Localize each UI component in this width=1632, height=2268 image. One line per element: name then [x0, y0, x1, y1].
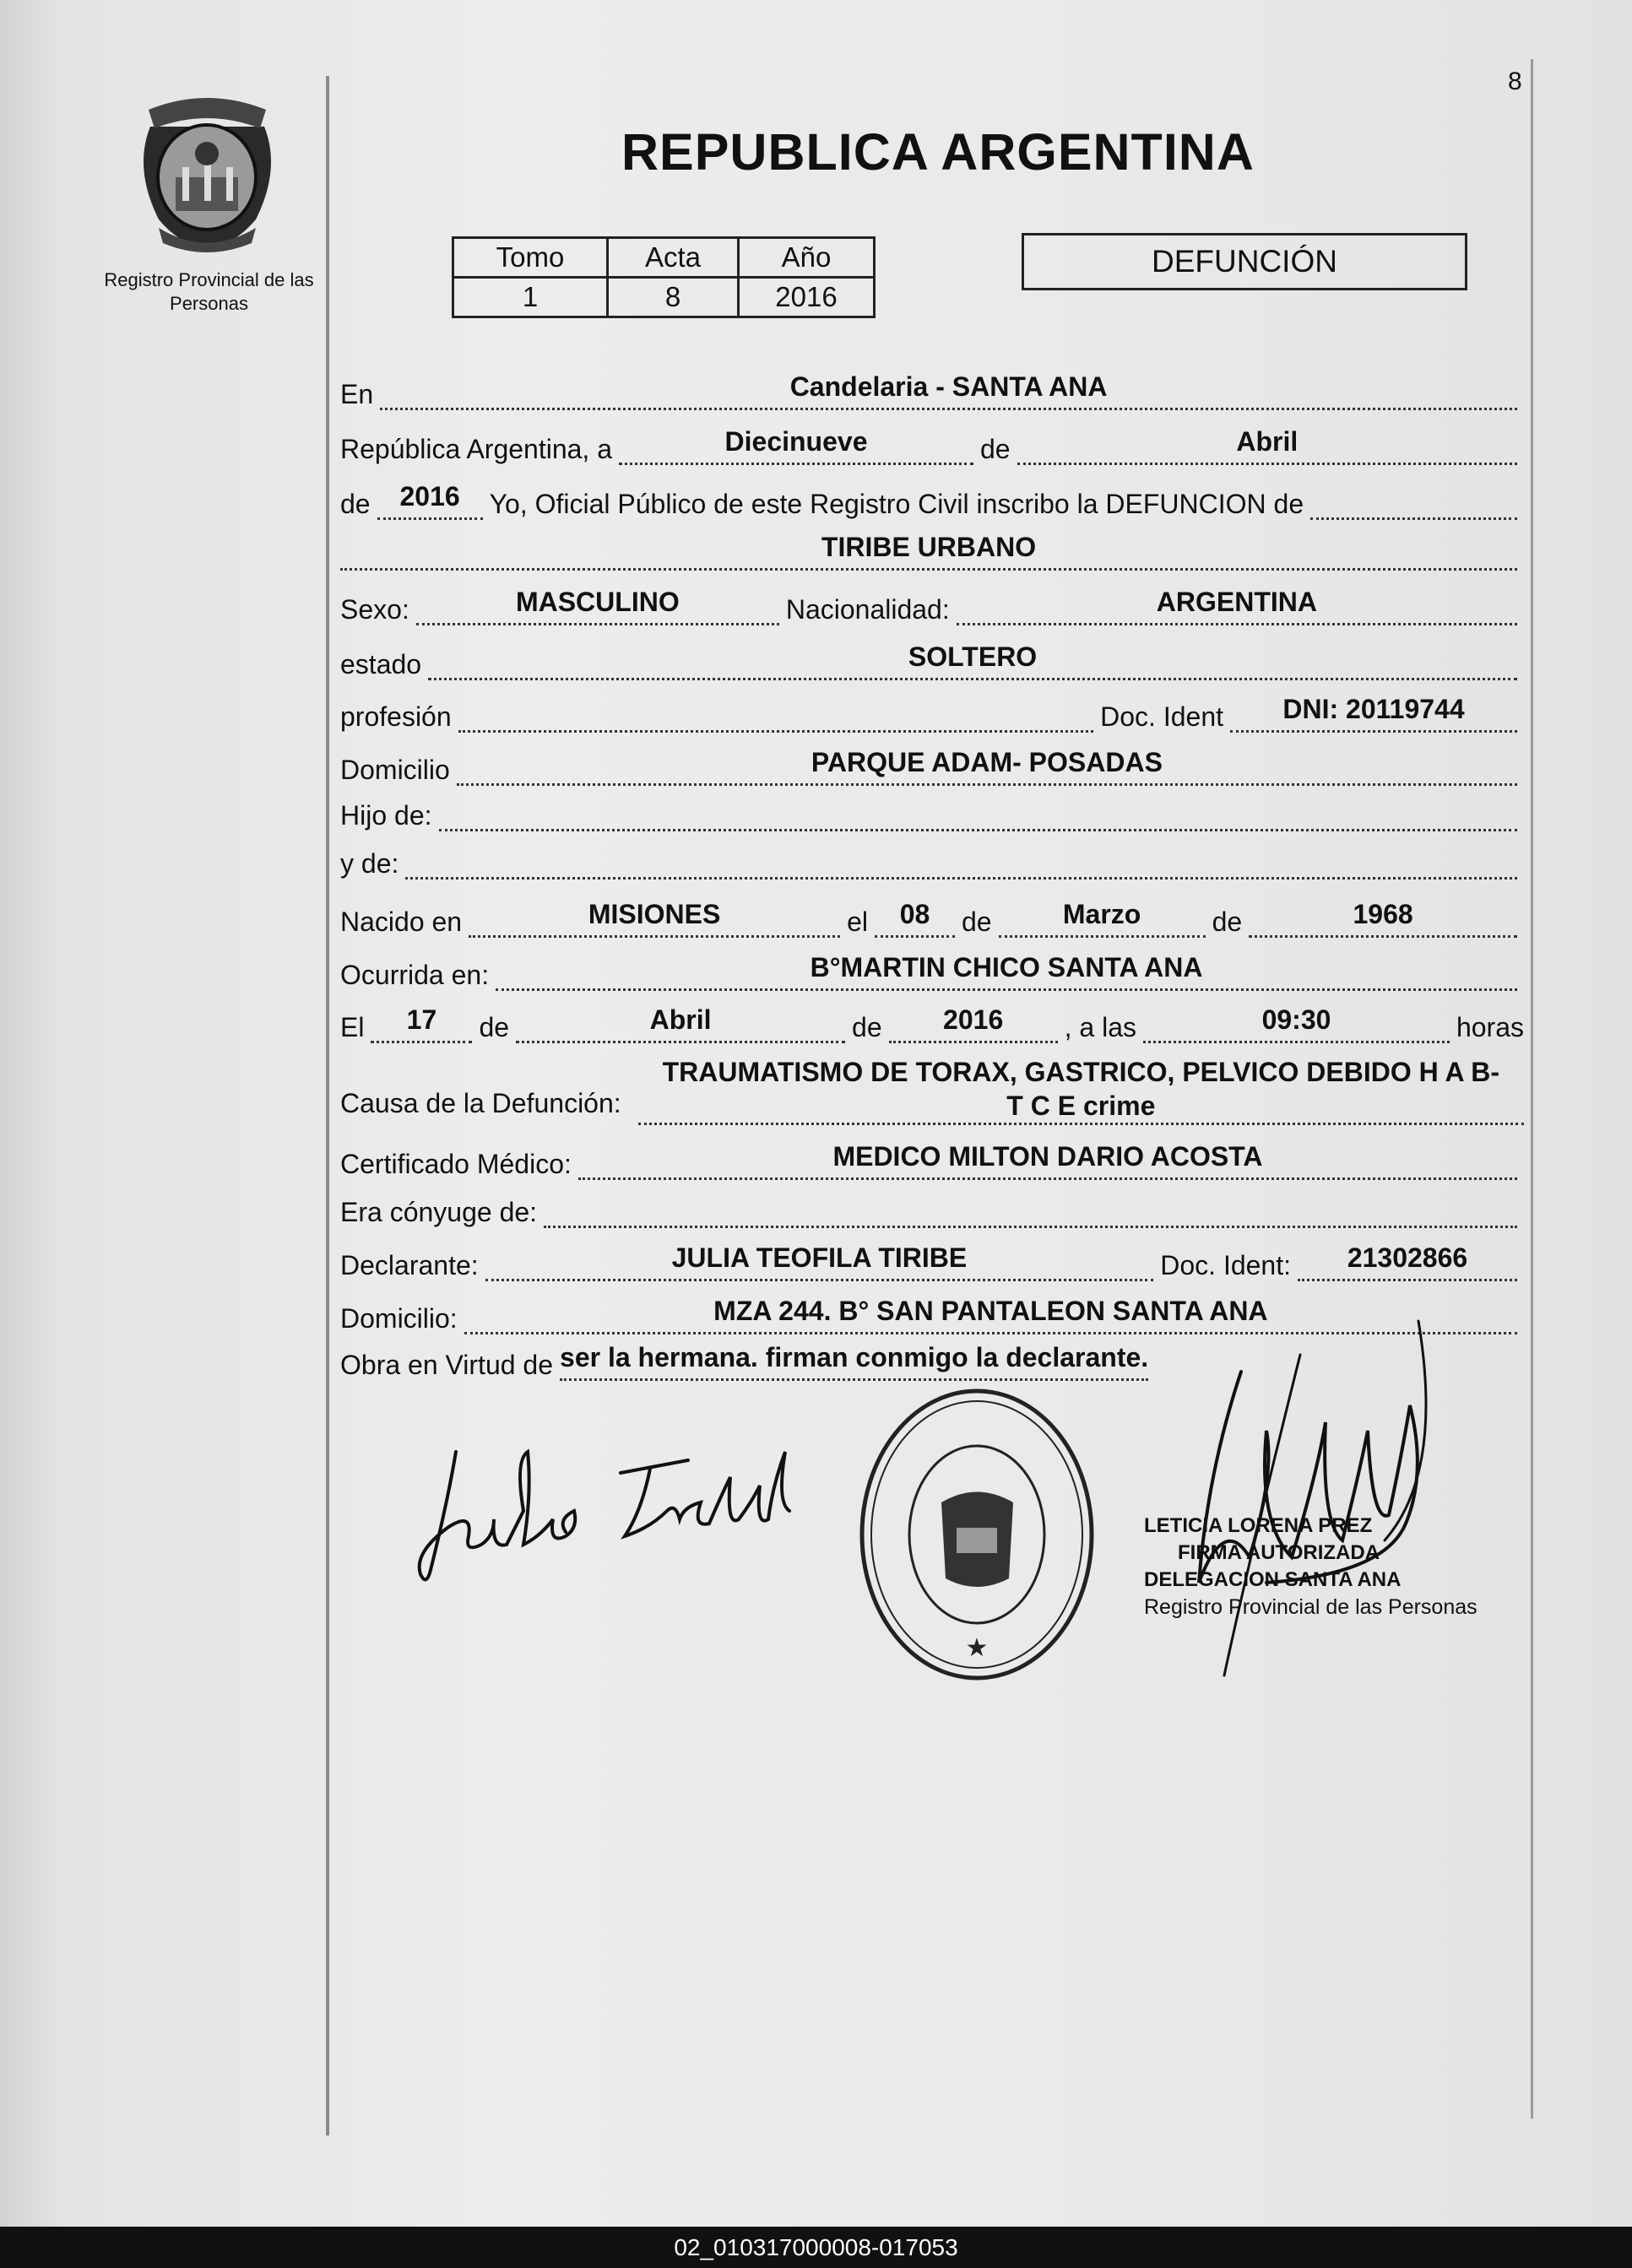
field-def-mes: Abril [516, 1004, 845, 1043]
field-nac-anio: 1968 [1249, 899, 1517, 938]
field-doc: DNI: 20119744 [1230, 694, 1517, 733]
svg-text:★: ★ [965, 1634, 989, 1662]
field-def-dia: 17 [371, 1004, 472, 1043]
label-obra: Obra en Virtud de [340, 1350, 554, 1380]
row-nombre [340, 532, 1524, 571]
field-dia: Diecinueve [619, 426, 973, 465]
declarant-signature [397, 1426, 836, 1595]
label-profesion: profesión [340, 701, 452, 732]
label-estado: estado [340, 649, 422, 679]
row-profesion [340, 694, 1524, 733]
label-hijo-de: Hijo de: [340, 800, 432, 831]
field-causa [638, 1055, 1524, 1125]
reference-table [452, 236, 876, 318]
label-de: de [340, 489, 371, 519]
field-nacido-en: MISIONES [469, 899, 840, 938]
label-en: En [340, 379, 374, 409]
field-mes: Abril [1017, 426, 1517, 465]
field-declarante: JULIA TEOFILA TIRIBE [485, 1242, 1154, 1281]
field-domicilio: PARQUE ADAM- POSADAS [457, 747, 1517, 786]
label-el: el [847, 907, 868, 937]
stamp-line-name: LETICIA LORENA PREZ [1144, 1514, 1373, 1537]
field-obra: ser la hermana. firman conmigo la declarante. [560, 1342, 1148, 1381]
label-declarante: Declarante: [340, 1250, 479, 1280]
label-horas: horas [1456, 1012, 1524, 1042]
registry-name: Registro Provincial de las Personas [104, 269, 314, 314]
right-margin-line [1531, 59, 1533, 2119]
field-nac-dia: 08 [875, 899, 955, 938]
label-conyuge: Era cónyuge de: [340, 1197, 538, 1227]
field-causa-line-1: TRAUMATISMO DE TORAX, GASTRICO, PELVICO DEBIDO H A B- [662, 1057, 1500, 1087]
label-de: de [479, 1012, 510, 1042]
field-conyuge [544, 1221, 1517, 1228]
row-estado [340, 641, 1524, 680]
label-y-de: y de: [340, 848, 399, 879]
label-yo-oficial: Yo, Oficial Público de este Registro Civil inscribo la DEFUNCION de [489, 489, 1304, 519]
label-de: de [1212, 907, 1243, 937]
label-a-las: , a las [1064, 1012, 1137, 1042]
field-lugar: Candelaria - SANTA ANA [380, 371, 1517, 410]
row-fecha-defuncion [340, 1004, 1524, 1043]
officer-signature [1174, 1304, 1444, 1684]
field-ocurrida-en: B°MARTIN CHICO SANTA ANA [496, 952, 1517, 991]
label-domicilio: Domicilio [340, 755, 450, 785]
label-nacido-en: Nacido en [340, 907, 463, 937]
row-causa [340, 1055, 1524, 1125]
label-doc-ident: Doc. Ident: [1160, 1250, 1291, 1280]
left-margin-line [326, 76, 329, 2135]
stamp-line-delegacion: DELEGACION SANTA ANA [1144, 1568, 1402, 1591]
stamp-line-firma: FIRMA AUTORIZADA [1178, 1541, 1380, 1564]
row-domicilio [340, 747, 1524, 786]
label-nacionalidad: Nacionalidad: [785, 594, 950, 625]
row-conyuge [340, 1197, 1524, 1228]
page-number: 8 [1508, 68, 1522, 95]
row-y-de [340, 848, 1524, 880]
official-seal-icon [857, 1384, 1098, 1684]
label-de: de [962, 907, 992, 937]
label-domicilio: Domicilio: [340, 1303, 458, 1334]
row-sexo [340, 587, 1524, 625]
field-blank [1310, 512, 1517, 520]
label-certificado: Certificado Médico: [340, 1149, 572, 1179]
row-en [340, 371, 1524, 410]
label-de: de [852, 1012, 882, 1042]
row-declarante [340, 1242, 1524, 1281]
label-republica: República Argentina, a [340, 434, 612, 464]
field-estado: SOLTERO [428, 641, 1517, 680]
record-type-box: DEFUNCIÓN [1022, 233, 1467, 290]
row-anio [340, 481, 1524, 520]
row-hijo-de [340, 800, 1524, 831]
field-nombre: TIRIBE URBANO [340, 532, 1517, 571]
value-tomo: 1 [453, 278, 608, 317]
field-y-de [405, 872, 1517, 880]
field-profesion [458, 725, 1094, 733]
field-declarante-domicilio: MZA 244. B° SAN PANTALEON SANTA ANA [464, 1296, 1517, 1334]
value-anio: 2016 [739, 278, 875, 317]
label-doc-ident: Doc. Ident [1100, 701, 1223, 732]
label-el: El [340, 1012, 365, 1042]
field-nac-mes: Marzo [999, 899, 1206, 938]
stamp-line-registro: Registro Provincial de las Personas [1144, 1595, 1477, 1619]
header-acta: Acta [608, 238, 739, 278]
field-hijo-de [439, 824, 1518, 831]
province-crest-icon [133, 93, 281, 253]
field-declarante-doc: 21302866 [1298, 1242, 1517, 1281]
scan-footer-id: 02_010317000008-017053 [0, 2227, 1632, 2268]
label-de: de [980, 434, 1011, 464]
label-sexo: Sexo: [340, 594, 409, 625]
header-anio: Año [739, 238, 875, 278]
row-certificado [340, 1141, 1524, 1180]
value-acta: 8 [608, 278, 739, 317]
field-nacionalidad: ARGENTINA [957, 587, 1517, 625]
header-tomo: Tomo [453, 238, 608, 278]
field-certificado: MEDICO MILTON DARIO ACOSTA [578, 1141, 1517, 1180]
officer-stamp [1144, 1513, 1477, 1621]
field-def-anio: 2016 [889, 1004, 1058, 1043]
page-title: REPUBLICA ARGENTINA [621, 123, 1255, 181]
field-hora: 09:30 [1143, 1004, 1450, 1043]
label-causa: Causa de la Defunción: [340, 1088, 621, 1118]
field-causa-line-2: T C E crime [1006, 1091, 1156, 1121]
label-ocurrida-en: Ocurrida en: [340, 960, 490, 990]
row-fecha [340, 426, 1524, 465]
row-nacimiento [340, 899, 1524, 938]
row-ocurrida [340, 952, 1524, 991]
field-sexo: MASCULINO [416, 587, 779, 625]
field-anio: 2016 [377, 481, 483, 520]
